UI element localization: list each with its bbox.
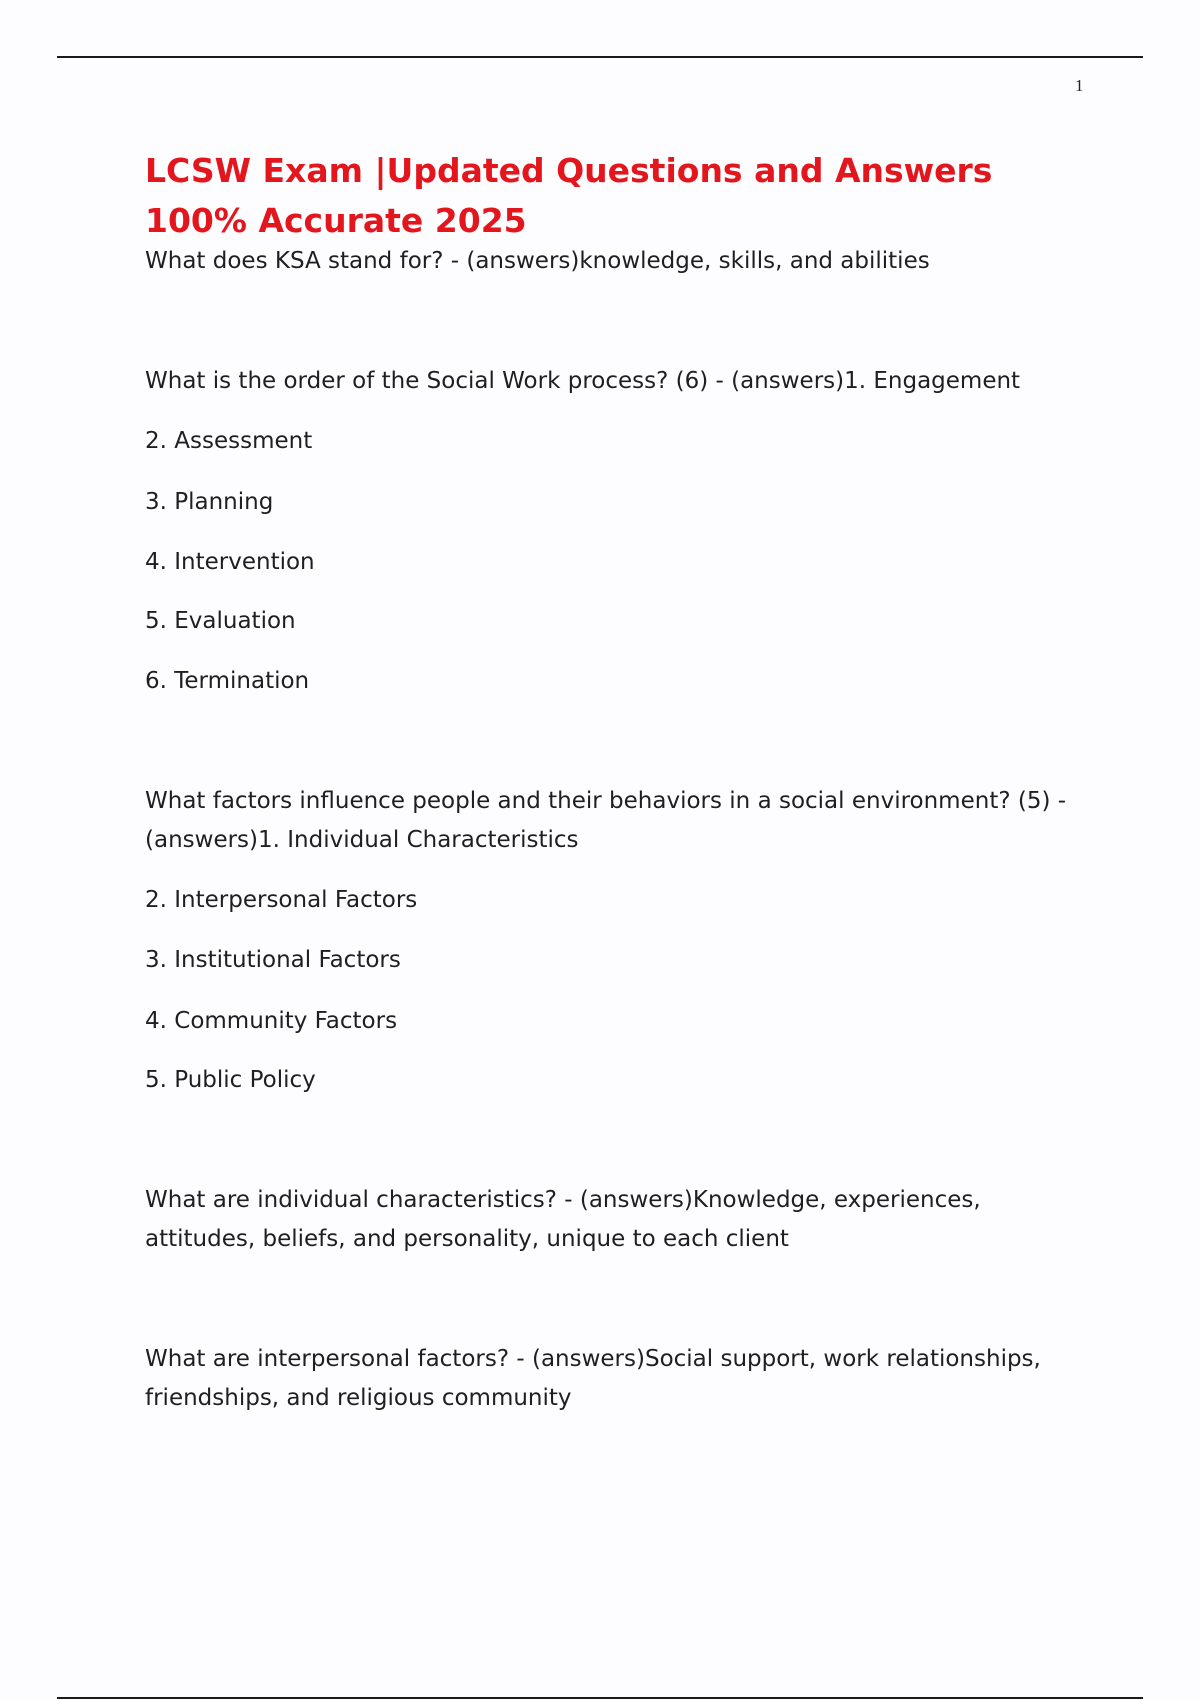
qa-interpersonal-factors: What are interpersonal factors? - (answers)Social support, work relationships, friendships, and religious community <box>145 1346 1041 1411</box>
list-item: 2. Assessment <box>145 428 313 454</box>
list-item: 4. Intervention <box>145 549 315 575</box>
qa-individual-characteristics: What are individual characteristics? - (answers)Knowledge, experiences, attitudes, beliefs, and personality, unique to each client <box>145 1187 981 1252</box>
qa-ksa: What does KSA stand for? - (answers)knowledge, skills, and abilities <box>145 248 930 274</box>
list-item: 6. Termination <box>145 668 310 694</box>
list-item: 5. Evaluation <box>145 608 296 634</box>
list-item: 2. Interpersonal Factors <box>145 887 418 913</box>
list-item: 3. Planning <box>145 489 274 515</box>
list-item: 5. Public Policy <box>145 1067 316 1093</box>
qa-influencing-factors: What factors influence people and their behaviors in a social environment? (5) - (answers)1. Individual Characteristics <box>145 788 1067 853</box>
qa-social-work-process: What is the order of the Social Work process? (6) - (answers)1. Engagement <box>145 368 1021 394</box>
footer-rule <box>57 1697 1143 1699</box>
list-item: 3. Institutional Factors <box>145 947 401 973</box>
document-title: LCSW Exam |Updated Questions and Answers 100% Accurate 2025 <box>145 151 993 240</box>
list-item: 4. Community Factors <box>145 1008 398 1034</box>
header-rule <box>57 56 1143 58</box>
page-number: 1 <box>1075 76 1084 95</box>
